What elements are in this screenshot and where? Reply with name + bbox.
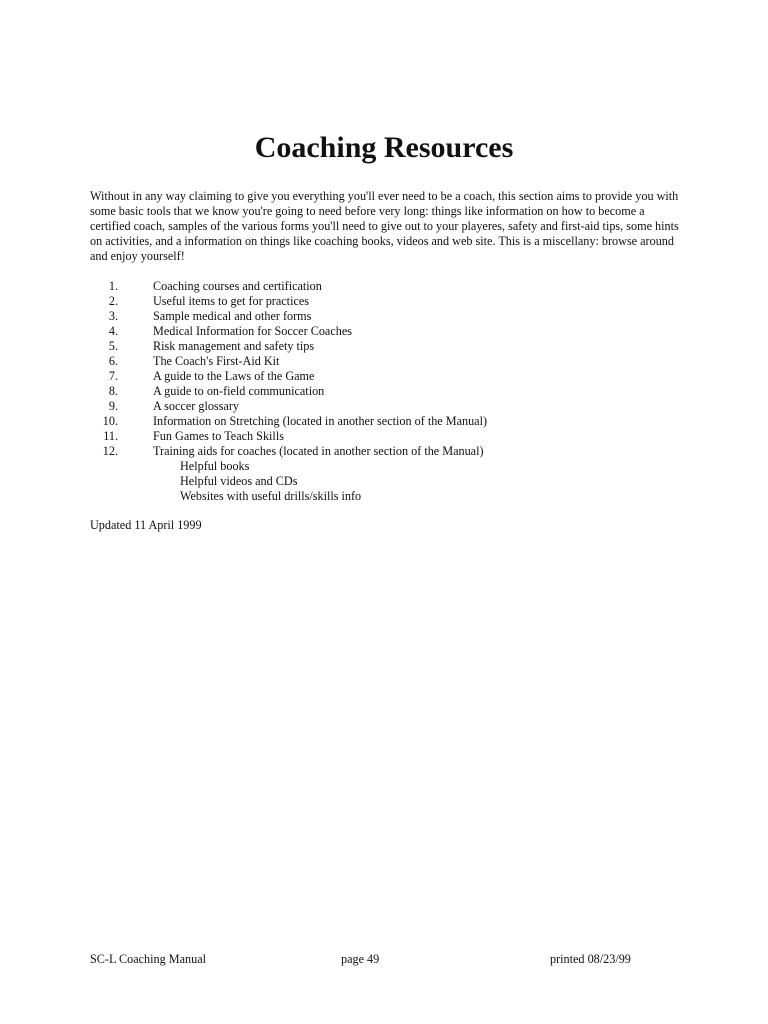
sub-list-item — [90, 489, 690, 504]
list-item — [90, 369, 690, 384]
list-item-text: Risk management and safety tips — [153, 339, 315, 353]
list-item-number: 4. — [108, 324, 118, 338]
list-item-text: Sample medical and other forms — [153, 309, 312, 323]
list-item — [90, 339, 690, 354]
list-item-number: 10. — [102, 414, 118, 428]
list-item-text: A guide to on-field communication — [153, 384, 325, 398]
resource-list — [90, 279, 690, 504]
list-item-number: 6. — [108, 354, 118, 368]
list-item — [90, 324, 690, 339]
sub-list-item-text: Helpful videos and CDs — [180, 474, 298, 488]
list-item-text: A soccer glossary — [153, 399, 239, 413]
sub-list-item-text: Helpful books — [180, 459, 250, 473]
footer-manual-name: SC-L Coaching Manual — [90, 952, 206, 966]
list-item-text: Medical Information for Soccer Coaches — [153, 324, 352, 338]
list-item-number: 3. — [108, 309, 118, 323]
list-item-number: 2. — [108, 294, 118, 308]
list-item — [90, 279, 690, 294]
list-item-text: A guide to the Laws of the Game — [153, 369, 315, 383]
footer-page-number: page 49 — [341, 952, 380, 966]
list-item — [90, 384, 690, 399]
list-item-text: Information on Stretching (located in another section of the Manual) — [153, 414, 488, 428]
sub-list-item — [90, 474, 690, 489]
list-item-number: 8. — [108, 384, 118, 398]
list-item-text: Training aids for coaches (located in another section of the Manual) — [153, 444, 484, 458]
list-item — [90, 354, 690, 369]
list-item — [90, 429, 690, 444]
sub-list-item-text: Websites with useful drills/skills info — [180, 489, 362, 503]
list-item-text: The Coach's First-Aid Kit — [153, 354, 280, 368]
list-item-text: Useful items to get for practices — [153, 294, 310, 308]
list-item — [90, 414, 690, 429]
list-item-text: Coaching courses and certification — [153, 279, 322, 293]
list-item-text: Fun Games to Teach Skills — [153, 429, 284, 443]
page-title: Coaching Resources — [254, 131, 514, 164]
list-item — [90, 294, 690, 309]
list-item-number: 12. — [102, 444, 118, 458]
updated-date: Updated 11 April 1999 — [90, 518, 202, 532]
footer-print-date: printed 08/23/99 — [550, 952, 631, 966]
list-item-number: 7. — [108, 369, 118, 383]
list-item-number: 9. — [108, 399, 118, 413]
list-item — [90, 399, 690, 414]
sub-list-item — [90, 459, 690, 474]
intro-paragraph: Without in any way claiming to give you everything you'll ever need to be a coach, this section aims to provide you with some basic tools that we know you're going to need before very long: things like information on how to become a certified coach, samples of the various forms you'll need to give out to your playeres, safety and first-aid tips, some hints on activities, and a information on things like coaching books, videos and web site. This is a miscellany: browse around and enjoy yourself! — [90, 189, 679, 263]
list-item-number: 11. — [103, 429, 118, 443]
list-item — [90, 444, 690, 459]
list-item — [90, 309, 690, 324]
list-item-number: 1. — [108, 279, 118, 293]
list-item-number: 5. — [108, 339, 118, 353]
